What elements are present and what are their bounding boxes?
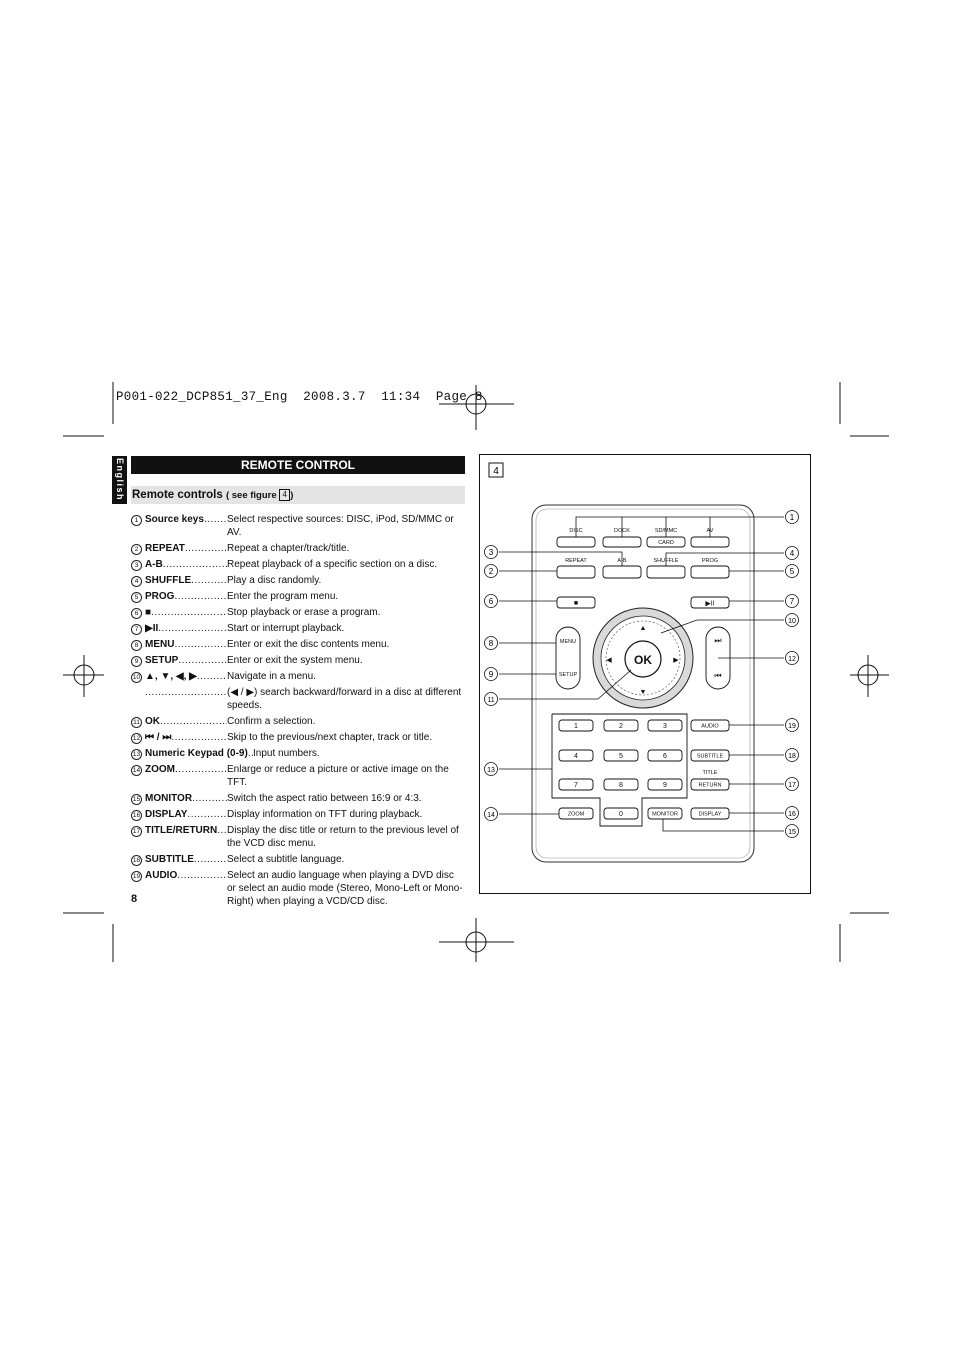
item-number-badge: 2 (131, 544, 142, 555)
menu-setup-rocker[interactable] (556, 627, 580, 689)
item-description: Enter or exit the disc contents menu. (227, 639, 390, 650)
right-arrow-icon: ▶ (673, 657, 679, 664)
item-description: Enter or exit the system menu. (227, 655, 363, 666)
item-description: Start or interrupt playback. (227, 623, 345, 634)
callout-number: 2 (488, 567, 494, 576)
callout-number: 7 (789, 597, 795, 606)
next-icon: ⏭ (714, 636, 722, 645)
item-description: Play a disc randomly. (227, 575, 322, 586)
item-description: Switch the aspect ratio between 16:9 or 4:3. (227, 793, 422, 804)
key-9-label: 9 (663, 782, 667, 789)
item-description: Enter the program menu. (227, 591, 339, 602)
play-pause-icon: ▶II (705, 600, 715, 608)
display-label: DISPLAY (698, 811, 722, 818)
callout-number: 1 (789, 513, 795, 522)
item-description: Input numbers. (253, 748, 320, 759)
item-description: Confirm a selection. (227, 716, 316, 727)
return-label: RETURN (698, 782, 722, 789)
key-3-label: 3 (663, 723, 667, 730)
section-title: REMOTE CONTROL (131, 456, 465, 474)
sdmmc-label: SD/MMC (654, 528, 678, 534)
item-number-badge: 5 (131, 592, 142, 603)
item-number-badge: 4 (131, 576, 142, 587)
item-term-text: MONITOR (145, 793, 193, 804)
item-term-text: ▶II (145, 623, 159, 634)
item-number-badge: 7 (131, 624, 142, 635)
key-0-label: 0 (619, 811, 623, 818)
callout-number: 3 (488, 548, 494, 557)
item-term-text: Source keys (145, 514, 204, 525)
item-description: Repeat a chapter/track/title. (227, 543, 350, 554)
item-number-badge: 6 (131, 608, 142, 619)
left-arrow-icon: ◀ (606, 657, 612, 664)
item-number-badge: 1 (131, 515, 142, 526)
down-arrow-icon: ▼ (639, 689, 647, 696)
av-label: AV (706, 528, 714, 534)
item-term-text: Numeric Keypad (0-9) (145, 748, 248, 759)
item-number-badge: 18 (132, 857, 141, 864)
av-button[interactable] (691, 537, 729, 547)
prog-button[interactable] (691, 566, 729, 578)
item-description: Stop playback or erase a program. (227, 607, 381, 618)
item-term-text: MENU (145, 639, 175, 650)
callout-number: 18 (788, 753, 796, 760)
item-term-text: TITLE/RETURN (145, 825, 218, 836)
item-description: Select a subtitle language. (227, 854, 345, 865)
shuffle-label: SHUFFLE (653, 558, 679, 564)
language-tab: English (112, 456, 127, 504)
callout-number: 13 (487, 767, 495, 774)
repeat-label: REPEAT (565, 558, 587, 564)
card-label: CARD (658, 540, 674, 546)
item-term-text: AUDIO (145, 870, 178, 881)
monitor-label: MONITOR (652, 811, 678, 818)
item-description: (◀ / ▶) search backward/forward in a disc at different speeds. (227, 687, 462, 711)
item-description: Display information on TFT during playback. (227, 809, 423, 820)
shuffle-button[interactable] (647, 566, 685, 578)
item-term-text: ▲, ▼, ◀, ▶ (145, 671, 197, 682)
item-term-text: DISPLAY (145, 809, 188, 820)
item-description: Repeat playback of a specific section on a disc. (227, 559, 438, 570)
item-number-badge: 14 (132, 767, 141, 774)
print-slug: P001-022_DCP851_37_Eng 2008.3.7 11:34 Page 8 (116, 390, 483, 404)
ab-label: A-B (617, 558, 627, 564)
item-term-text: SETUP (145, 655, 179, 666)
item-description: Skip to the previous/next chapter, track or title. (227, 732, 433, 743)
callout-number: 8 (488, 639, 494, 648)
dock-label: DOCK (614, 528, 630, 534)
item-term-text: ⏮ / ⏭ (145, 732, 172, 743)
prog-label: PROG (701, 558, 719, 564)
disc-button[interactable] (557, 537, 595, 547)
up-arrow-icon: ▲ (639, 625, 647, 632)
item-number-badge: 8 (131, 640, 142, 651)
figure-ref-box: 4 (279, 489, 290, 501)
callout-number: 15 (788, 829, 796, 836)
callout-number: 16 (788, 811, 796, 818)
item-description: Display the disc title or return to the previous level of the VCD disc menu. (227, 825, 459, 849)
key-8-label: 8 (619, 782, 623, 789)
callout-number: 19 (788, 723, 796, 730)
item-number-badge: 19 (132, 873, 141, 880)
item-number-badge: 13 (132, 751, 141, 758)
item-number-badge: 15 (132, 796, 141, 803)
item-number-badge: 9 (131, 656, 142, 667)
item-number-badge: 16 (132, 812, 141, 819)
see-figure-prefix: ( see figure (225, 490, 280, 501)
callout-number: 6 (488, 597, 494, 606)
item-term-text: PROG (145, 591, 175, 602)
ok-label: OK (634, 653, 652, 667)
item-term-text: ■ (145, 607, 152, 618)
item-description: Navigate in a menu. (227, 671, 316, 682)
key-2-label: 2 (619, 723, 623, 730)
see-figure-suffix: ) (290, 490, 294, 501)
ab-button[interactable] (603, 566, 641, 578)
item-term-text: SHUFFLE (145, 575, 192, 586)
item-description: Select respective sources: DISC, iPod, SD/MMC or AV. (227, 514, 454, 538)
key-7-label: 7 (574, 782, 578, 789)
callout-number: 11 (487, 697, 495, 704)
item-number-badge: 3 (131, 560, 142, 571)
item-description: Select an audio language when playing a DVD disc or select an audio mode (Stereo, Mono-Left or Mono-Right) when playing a VCD/CD disc. (227, 870, 463, 907)
key-4-label: 4 (574, 753, 578, 760)
item-term-text: A-B (145, 559, 163, 570)
page-number: 8 (131, 893, 138, 905)
stop-icon: ■ (573, 600, 579, 607)
subsection-label: Remote controls (132, 489, 223, 501)
item-term-text: OK (145, 716, 160, 727)
key-6-label: 6 (663, 753, 667, 760)
prev-icon: ⏮ (714, 671, 722, 680)
item-number-badge: 10 (132, 674, 141, 681)
callout-number: 14 (487, 812, 495, 819)
setup-label: SETUP (558, 672, 578, 678)
item-term-text: REPEAT (145, 543, 185, 554)
audio-label: AUDIO (701, 723, 719, 730)
item-number-badge: 11 (131, 717, 142, 728)
disc-label: DISC (569, 528, 583, 534)
callout-number: 5 (789, 567, 795, 576)
item-number-badge: 17 (132, 828, 141, 835)
callout-number: 12 (788, 656, 796, 663)
subtitle-label: SUBTITLE (696, 753, 724, 760)
callout-number: 10 (788, 618, 796, 625)
repeat-button[interactable] (557, 566, 595, 578)
zoom-label: ZOOM (567, 811, 585, 818)
item-term-text: SUBTITLE (145, 854, 194, 865)
title-label: TITLE (702, 770, 718, 776)
key-5-label: 5 (619, 753, 623, 760)
key-1-label: 1 (574, 723, 578, 730)
callout-number: 4 (789, 549, 795, 558)
callout-number: 17 (788, 782, 796, 789)
figure-ref: 4 (493, 466, 499, 477)
item-description: Enlarge or reduce a picture or active image on the TFT. (227, 764, 449, 788)
menu-label: MENU (559, 639, 577, 645)
item-number-badge: 12 (132, 735, 141, 742)
callout-number: 9 (488, 670, 494, 679)
dock-button[interactable] (603, 537, 641, 547)
item-term-text: ZOOM (145, 764, 175, 775)
